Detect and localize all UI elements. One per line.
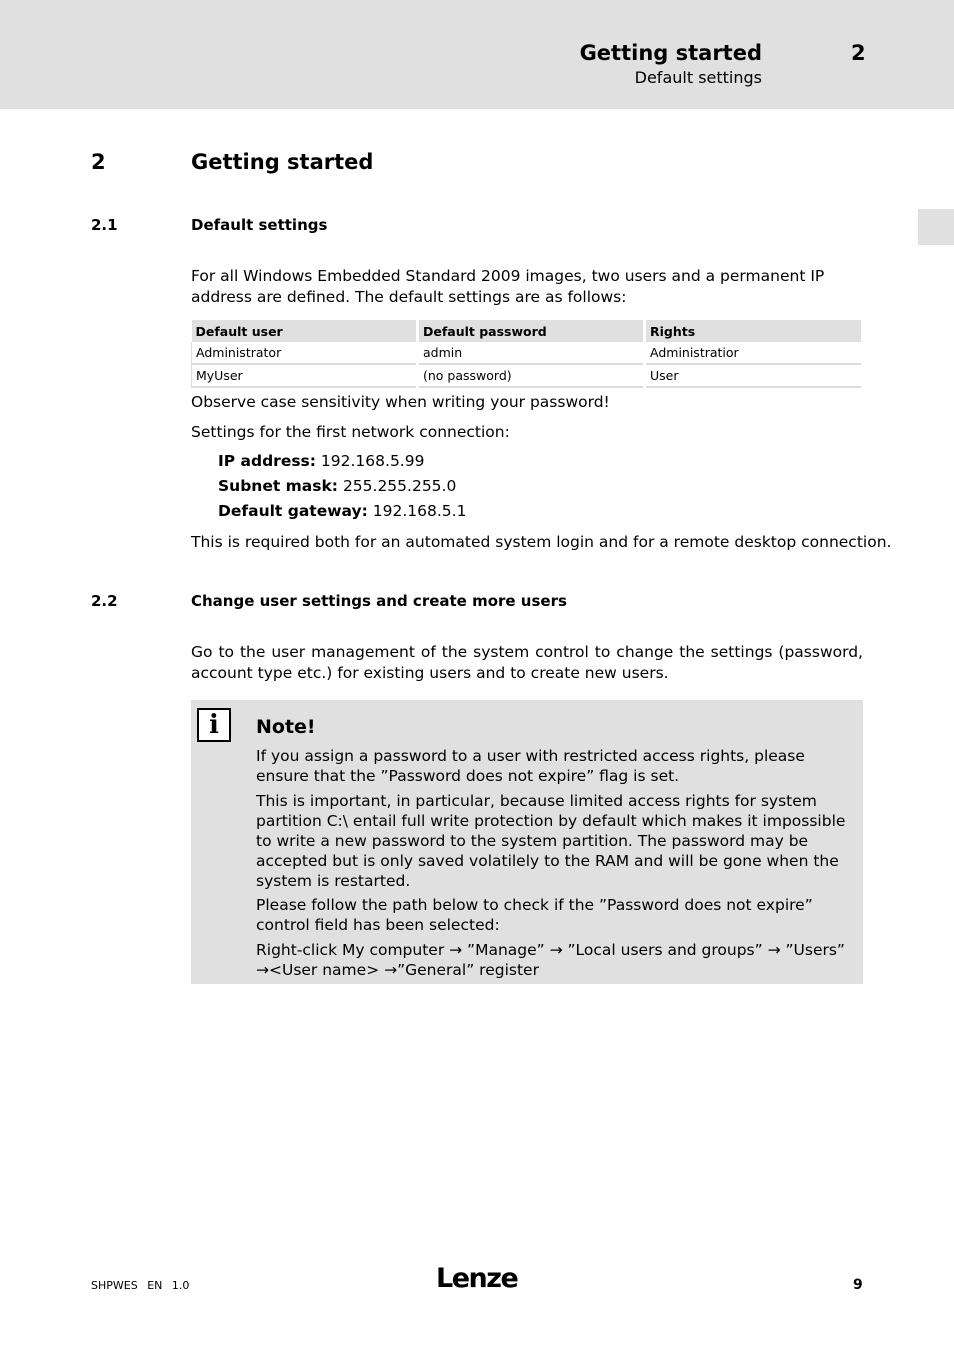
table-row [192,342,863,364]
ip-address-value: 192.168.5.99 [320,452,425,470]
doc-version: 1.0 [171,1279,190,1292]
table-cell: admin [418,342,645,364]
page-header-band [0,0,954,109]
doc-code: SHPWES [91,1279,138,1292]
table-header-cell: Rights [645,320,863,342]
section-2-1-title: Default settings [191,216,328,234]
section-2-2-title: Change user settings and create more users [191,592,567,610]
note-paragraph: This is important, in particular, because limited access rights for system partition C:\ entail full write protection by default which makes it impossible to write a new password to the system partition. The password may be accepted but is only saved volatilely to the RAM and will be gone when the system is restarted. [256,792,846,890]
default-gateway-label: Default gateway: [218,502,368,520]
footer-document-code [91,1279,195,1292]
section-2-1-number: 2.1 [91,216,118,234]
table-header-cell: Default user [192,320,418,342]
table-cell: Administrator [192,342,418,364]
subnet-mask-value: 255.255.255.0 [342,477,457,495]
lenze-logo: Lenze [436,1263,518,1294]
chapter-side-tab [918,209,954,245]
note-title: Note! [256,716,316,738]
chapter-number: 2 [91,150,106,174]
network-intro: Settings for the first network connection: [191,423,510,441]
section-2-1-intro: For all Windows Embedded Standard 2009 images, two users and a permanent IP address are defined. The default settings are as follows: [191,267,825,306]
subnet-mask-line [218,477,456,495]
subnet-mask-label: Subnet mask: [218,477,338,495]
table-header-cell: Default password [418,320,645,342]
table-cell: (no password) [418,364,645,387]
doc-language: EN [147,1279,163,1292]
table-header-row [192,320,863,342]
default-settings-table [191,320,864,388]
default-gateway-line [218,502,466,520]
section-2-2-intro: Go to the user management of the system control to change the settings (password, account type etc.) for existing users and to create new users. [191,643,863,682]
note-path-instructions: Right-click My computer → ”Manage” → ”Local users and groups” → ”Users” →<User name> →”General” register [256,941,845,979]
info-icon: i [197,708,231,742]
ip-address-label: IP address: [218,452,316,470]
case-sensitivity-note: Observe case sensitivity when writing your password! [191,393,610,411]
table-row [192,364,863,387]
header-chapter-number: 2 [851,41,866,65]
header-section-subtitle: Default settings [634,68,762,87]
note-paragraph: If you assign a password to a user with restricted access rights, please ensure that the ”Password does not expire” flag is set. [256,747,805,785]
default-gateway-value: 192.168.5.1 [372,502,467,520]
page-number: 9 [853,1277,863,1293]
table-cell: User [645,364,863,387]
table-cell: Administratior [645,342,863,364]
note-paragraph: Please follow the path below to check if the ”Password does not expire” control field has been selected: [256,896,813,934]
section-2-2-number: 2.2 [91,592,118,610]
chapter-title: Getting started [191,150,374,174]
table-cell: MyUser [192,364,418,387]
header-chapter-title: Getting started [579,41,762,65]
ip-address-line [218,452,424,470]
required-note: This is required both for an automated system login and for a remote desktop connection. [191,533,892,551]
